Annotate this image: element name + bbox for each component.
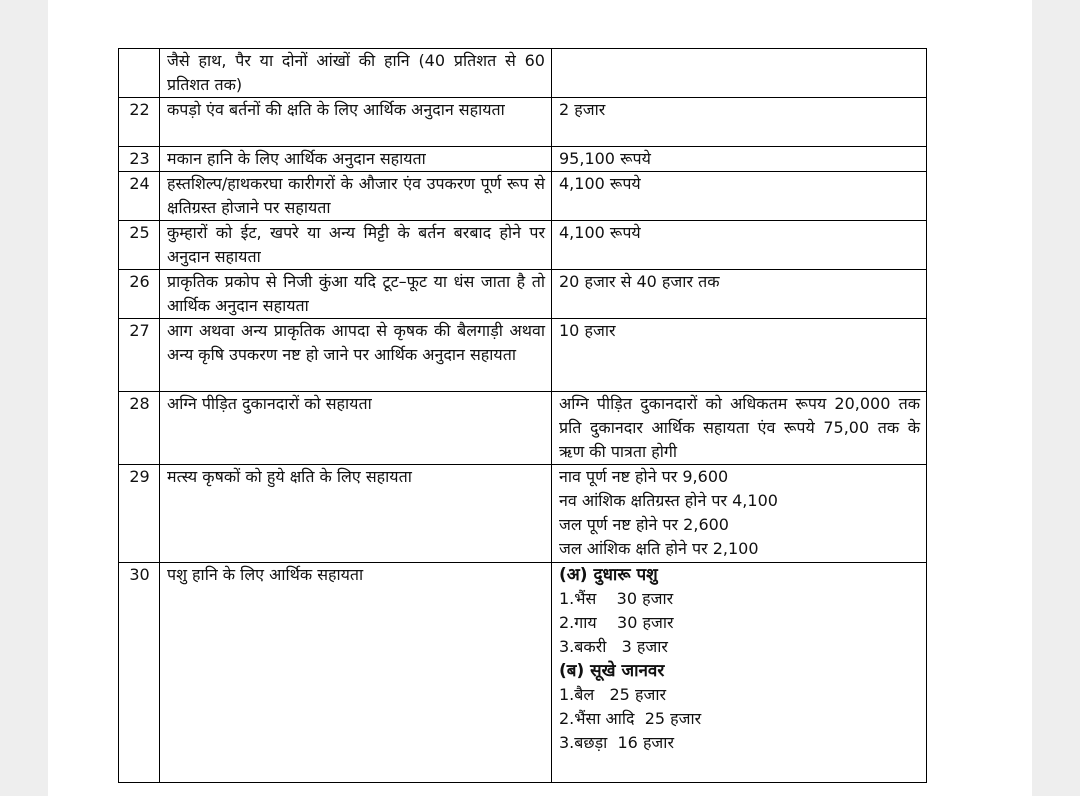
row-number: 30 [119,563,160,783]
row-amount: 10 हजार [552,319,927,392]
table-row [119,563,927,783]
table-row [119,392,927,465]
list-item: 3.बकरी 3 हजार [559,637,668,656]
amount-line: नव आंशिक क्षतिग्रस्त होने पर 4,100 [559,491,778,510]
row-amount: 20 हजार से 40 हजार तक [552,270,927,319]
row-description: आग अथवा अन्य प्राकृतिक आपदा से कृषक की बैलगाड़ी अथवा अन्य कृषि उपकरण नष्ट हो जाने पर आर्थिक अनुदान सहायता [160,319,552,392]
row-amount: 4,100 रूपये [552,172,927,221]
table-row [119,49,927,98]
row-amount: 2 हजार [552,98,927,147]
relief-assistance-table [118,48,927,783]
list-item: 2.गाय 30 हजार [559,613,674,632]
row-description: हस्तशिल्प/हाथकरघा कारीगरों के औजार एंव उपकरण पूर्ण रूप से क्षतिग्रस्त होजाने पर सहायता [160,172,552,221]
row-number: 28 [119,392,160,465]
viewer-margin-left [0,0,48,796]
table-row [119,270,927,319]
row-number: 26 [119,270,160,319]
row-description: कपड़ो एंव बर्तनों की क्षति के लिए आर्थिक अनुदान सहायता [160,98,552,147]
row-description: अग्नि पीड़ित दुकानदारों को सहायता [160,392,552,465]
row-number: 27 [119,319,160,392]
table-row [119,98,927,147]
section-heading-dry-animals: (ब) सूखे जानवर [559,661,665,681]
viewer-margin-right [1032,0,1080,796]
row-description: जैसे हाथ, पैर या दोनों आंखों की हानि (40 प्रतिशत से 60 प्रतिशत तक) [160,49,552,98]
row-amount: 95,100 रूपये [552,147,927,172]
row-description: प्राकृतिक प्रकोप से निजी कुंआ यदि टूट–फूट या धंस जाता है तो आर्थिक अनुदान सहायता [160,270,552,319]
table-row [119,172,927,221]
table-row [119,465,927,563]
row-number: 23 [119,147,160,172]
row-number [119,49,160,98]
section-heading-milch-animals: (अ) दुधारू पशु [559,565,658,585]
row-description: मत्स्य कृषकों को हुये क्षति के लिए सहायता [160,465,552,563]
table-row [119,147,927,172]
list-item: 3.बछड़ा 16 हजार [559,733,674,752]
row-amount: अग्नि पीड़ित दुकानदारों को अधिकतम रूपय 20,000 तक प्रति दुकानदार आर्थिक सहायता एंव रूपये 75,00 तक के ऋण की पात्रता होगी [552,392,927,465]
row-number: 24 [119,172,160,221]
row-number: 29 [119,465,160,563]
amount-line: जल पूर्ण नष्ट होने पर 2,600 [559,515,729,534]
list-item: 2.भैंसा आदि 25 हजार [559,709,702,728]
row-description: पशु हानि के लिए आर्थिक सहायता [160,563,552,783]
row-amount: 4,100 रूपये [552,221,927,270]
amount-line: नाव पूर्ण नष्ट होने पर 9,600 [559,467,729,486]
list-item: 1.बैल 25 हजार [559,685,667,704]
document-page [48,0,1032,796]
row-amount [552,49,927,98]
table-row [119,221,927,270]
row-description: कुम्हारों को ईट, खपरे या अन्य मिट्टी के बर्तन बरबाद होने पर अनुदान सहायता [160,221,552,270]
row-number: 22 [119,98,160,147]
row-amount [552,563,927,783]
list-item: 1.भैंस 30 हजार [559,589,674,608]
amount-line: जल आंशिक क्षति होने पर 2,100 [559,539,759,558]
row-number: 25 [119,221,160,270]
row-description: मकान हानि के लिए आर्थिक अनुदान सहायता [160,147,552,172]
row-amount [552,465,927,563]
table-row [119,319,927,392]
